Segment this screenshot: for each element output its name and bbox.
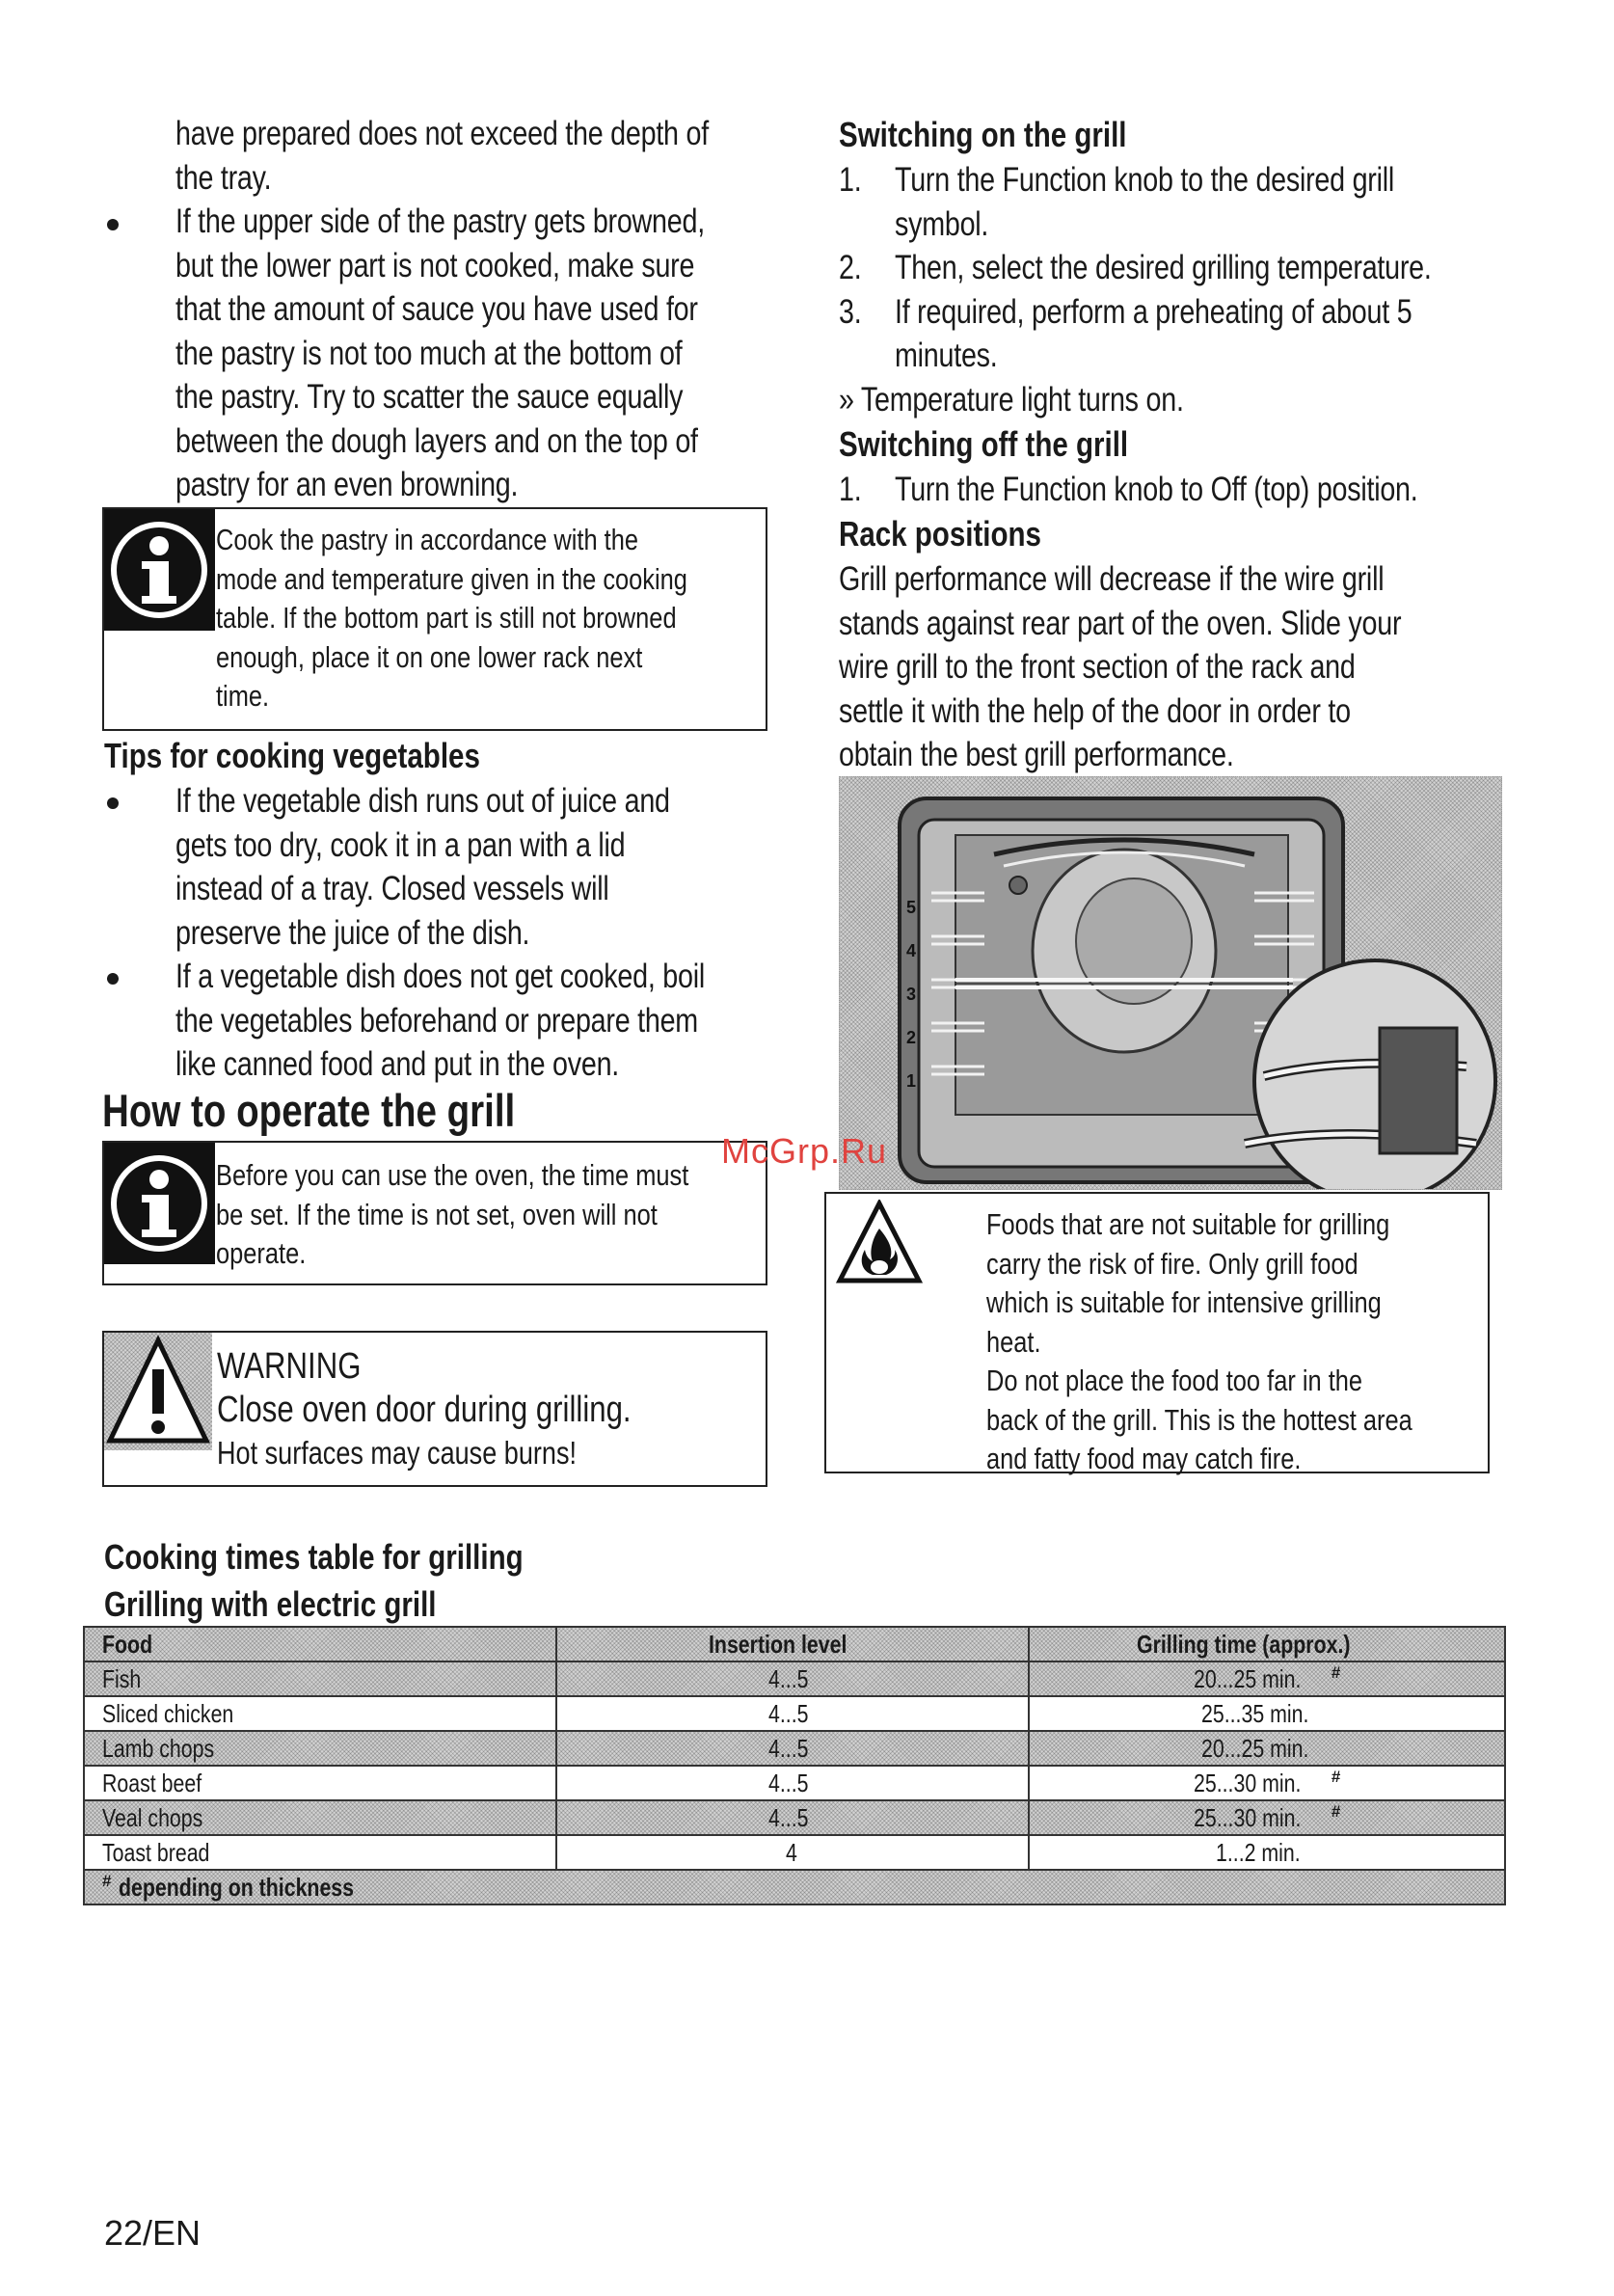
text-line: Turn the Function knob to the desired grill	[895, 161, 1395, 199]
rack-level-label: 3	[906, 985, 917, 1004]
table-row	[84, 1696, 1505, 1731]
table-subtitle: Grilling with electric grill	[104, 1584, 437, 1624]
cell-level: 4...5	[767, 1802, 809, 1832]
note-line: carry the risk of fire. Only grill food	[986, 1246, 1358, 1281]
pastry-paragraph-end	[175, 112, 825, 200]
warning-line: Hot surfaces may cause burns!	[217, 1435, 577, 1471]
info-icon	[104, 1143, 215, 1264]
cell-time: 25...35 min.	[1201, 1698, 1309, 1728]
note-line: operate.	[216, 1236, 307, 1270]
rack-level-label: 1	[906, 1071, 917, 1091]
text-line: the pastry. Try to scatter the sauce equally	[175, 378, 684, 416]
text-line: Then, select the desired grilling temperature.	[895, 249, 1432, 286]
oven-rack-illustration	[839, 776, 1502, 1190]
warning-line: Close oven door during grilling.	[217, 1390, 632, 1430]
veg-bullet-2	[175, 955, 820, 1087]
switch-off-step	[839, 468, 1591, 512]
pastry-bullet	[175, 200, 820, 507]
cell-time: 20...25 min.	[1201, 1733, 1309, 1763]
grill-section-title: How to operate the grill	[102, 1085, 516, 1136]
footnote-text: depending on thickness	[118, 1872, 354, 1902]
table-row	[84, 1800, 1505, 1835]
switch-off-heading: Switching off the grill	[839, 424, 1129, 464]
bullet-icon	[107, 219, 119, 230]
text-line: If the upper side of the pastry gets browned,	[175, 203, 705, 240]
note-line: back of the grill. This is the hottest area	[986, 1402, 1412, 1437]
text-line: like canned food and put in the oven.	[175, 1045, 620, 1083]
text-line: the tray.	[175, 158, 272, 197]
text-line: symbol.	[895, 204, 989, 243]
note-line: and fatty food may catch fire.	[986, 1442, 1302, 1475]
cell-level: 4...5	[767, 1733, 809, 1763]
note-line: enough, place it on one lower rack next	[216, 639, 643, 674]
text-line: the pastry is not too much at the bottom of	[175, 334, 683, 372]
cell-food: Toast bread	[102, 1837, 210, 1867]
text-line: If a vegetable dish does not get cooked, boil	[175, 958, 705, 995]
fire-hazard-icon	[836, 1200, 923, 1286]
cell-food: Veal chops	[102, 1802, 203, 1832]
note-line: which is suitable for intensive grilling	[986, 1285, 1382, 1319]
text-line: minutes.	[895, 337, 998, 374]
footnote-mark: #	[102, 1872, 112, 1891]
footnote-mark: #	[1331, 1768, 1341, 1787]
note-line: table. If the bottom part is still not browned	[216, 601, 677, 635]
text-line: preserve the juice of the dish.	[175, 913, 530, 952]
cell-level: 4...5	[767, 1768, 809, 1797]
bullet-icon	[107, 797, 119, 809]
cell-time: 25...30 min.	[1193, 1768, 1302, 1797]
step-number: 2.	[839, 249, 862, 286]
info-note-pastry	[102, 507, 767, 731]
text-line: have prepared does not exceed the depth of	[175, 115, 709, 152]
header-time: Grilling time (approx.)	[1136, 1629, 1351, 1659]
table-row	[84, 1766, 1505, 1800]
note-line: heat.	[986, 1324, 1041, 1359]
warning-title: WARNING	[217, 1346, 362, 1387]
grilling-times-table	[83, 1626, 1506, 1905]
text-line: Turn the Function knob to Off (top) position.	[895, 471, 1418, 508]
footnote-mark: #	[1331, 1663, 1341, 1683]
rack-level-label: 5	[906, 898, 917, 917]
note-line: time.	[216, 679, 270, 713]
cell-level: 4	[785, 1837, 797, 1867]
step-number: 1.	[839, 471, 862, 508]
cell-food: Roast beef	[102, 1768, 202, 1797]
table-row	[84, 1835, 1505, 1870]
note-line: Foods that are not suitable for grilling	[986, 1207, 1390, 1241]
header-level: Insertion level	[708, 1629, 847, 1659]
note-line: mode and temperature given in the cooking	[216, 561, 687, 596]
cell-level: 4...5	[767, 1698, 809, 1728]
text-line: Grill performance will decrease if the wire grill	[839, 560, 1385, 598]
step-number: 3.	[839, 292, 862, 331]
text-line: stands against rear part of the oven. Slide your	[839, 604, 1402, 642]
footnote-mark: #	[1331, 1802, 1341, 1822]
text-line: instead of a tray. Closed vessels will	[175, 870, 609, 907]
rack-heading: Rack positions	[839, 514, 1041, 554]
warning-box	[102, 1331, 767, 1487]
cell-food: Lamb chops	[102, 1733, 215, 1763]
switch-on-heading: Switching on the grill	[839, 115, 1127, 154]
text-line: between the dough layers and on the top of	[175, 421, 698, 460]
cell-time: 25...30 min.	[1193, 1802, 1302, 1832]
text-line: that the amount of sauce you have used for	[175, 290, 698, 328]
warning-icon-panel	[104, 1333, 212, 1450]
header-food: Food	[102, 1629, 153, 1659]
warning-triangle-icon	[104, 1333, 212, 1450]
note-line: be set. If the time is not set, oven will not	[216, 1197, 658, 1231]
table-row	[84, 1661, 1505, 1696]
text-line: but the lower part is not cooked, make sure	[175, 246, 695, 284]
table-title: Cooking times table for grilling	[104, 1537, 524, 1577]
veg-bullet-1	[175, 779, 778, 955]
page-number: 22/EN	[104, 2213, 202, 2253]
step-number: 1.	[839, 161, 862, 199]
cell-food: Sliced chicken	[102, 1698, 234, 1728]
text-line: obtain the best grill performance.	[839, 736, 1234, 773]
rack-paragraph	[839, 557, 1524, 777]
veg-heading: Tips for cooking vegetables	[104, 736, 480, 775]
cell-time: 20...25 min.	[1193, 1663, 1302, 1693]
rack-level-label: 2	[906, 1028, 917, 1047]
note-line: Cook the pastry in accordance with the	[216, 523, 639, 556]
switch-on-steps	[839, 158, 1591, 421]
cell-level: 4...5	[767, 1663, 809, 1693]
text-line: pastry for an even browning.	[175, 466, 519, 503]
watermark: McGrp.Ru	[721, 1131, 888, 1171]
text-line: If the vegetable dish runs out of juice and	[175, 782, 670, 820]
bullet-icon	[107, 973, 119, 985]
table-header-row	[84, 1627, 1505, 1661]
table-footnote-row	[84, 1870, 1505, 1904]
cell-food: Fish	[102, 1663, 142, 1693]
table-row	[84, 1731, 1505, 1766]
fire-warning-note	[824, 1192, 1490, 1473]
text-line: If required, perform a preheating of about 5	[895, 292, 1412, 331]
text-line: wire grill to the front section of the rack and	[839, 648, 1356, 686]
text-line: settle it with the help of the door in order to	[839, 691, 1351, 730]
text-line: the vegetables beforehand or prepare them	[175, 1001, 698, 1040]
text-line: gets too dry, cook it in a pan with a lid	[175, 825, 626, 864]
step-result: » Temperature light turns on.	[839, 380, 1184, 419]
info-note-time	[102, 1141, 767, 1285]
note-line: Do not place the food too far in the	[986, 1364, 1363, 1397]
info-icon	[104, 509, 215, 631]
rack-level-label: 4	[906, 941, 917, 960]
note-line: Before you can use the oven, the time must	[216, 1158, 689, 1192]
cell-time: 1...2 min.	[1215, 1837, 1301, 1867]
